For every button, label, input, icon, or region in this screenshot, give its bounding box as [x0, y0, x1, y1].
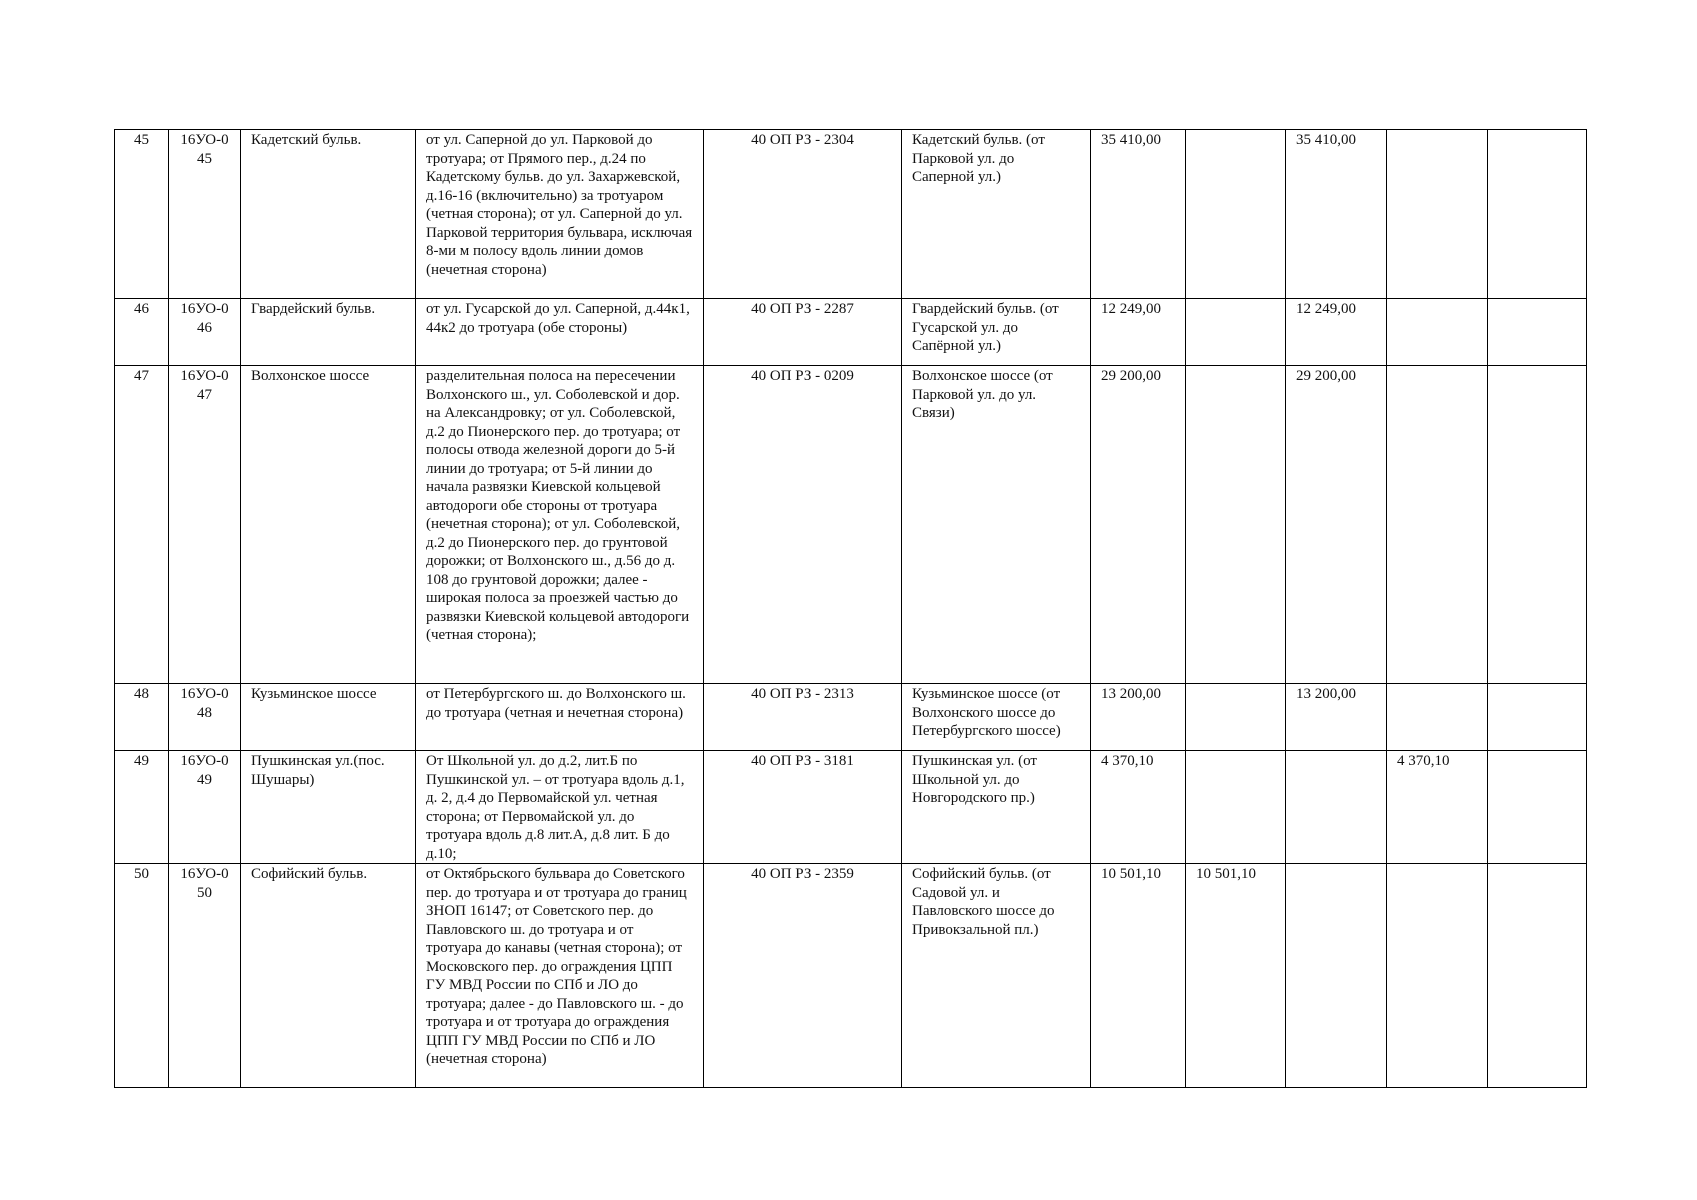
area-category-b: 13 200,00	[1286, 684, 1387, 751]
object-name: Пушкинская ул.(пос. Шушары)	[241, 751, 416, 864]
area-category-b: 12 249,00	[1286, 299, 1387, 366]
object-name: Гвардейский бульв.	[241, 299, 416, 366]
table-row	[115, 684, 1587, 751]
area-category-b	[1286, 864, 1387, 1088]
area-category-b	[1286, 751, 1387, 864]
extra-column	[1488, 864, 1587, 1088]
object-boundaries: от Октябрьского бульвара до Советского пер. до тротуара и от тротуара до границ ЗНОП 16147; от Советского пер. до Павловского ш. до тротуара и от тротуара до канавы (четная сторона); от Московского пер. до ограждения ЦПП ГУ МВД России по СПб и ЛО до тротуара; далее - до Павловского ш. - до тротуара и от тротуара до ограждения ЦПП ГУ МВД России по СПб и ЛО (нечетная сторона)	[416, 864, 704, 1088]
area-category-b: 35 410,00	[1286, 130, 1387, 299]
extra-column	[1488, 684, 1587, 751]
object-name: Софийский бульв.	[241, 864, 416, 1088]
row-number: 45	[115, 130, 169, 299]
area-total: 29 200,00	[1091, 366, 1186, 684]
area-category-a: 10 501,10	[1186, 864, 1286, 1088]
extra-column	[1488, 299, 1587, 366]
road-id: 40 ОП РЗ - 0209	[704, 366, 902, 684]
object-code: 16УО-045	[169, 130, 241, 299]
area-category-b: 29 200,00	[1286, 366, 1387, 684]
object-boundaries: от ул. Саперной до ул. Парковой до тротуара; от Прямого пер., д.24 по Кадетскому бульв. до ул. Захаржевской, д.16-16 (включительно) за тротуаром (четная сторона); от ул. Саперной до ул. Парковой территория бульвара, исключая 8-ми м полосу вдоль линии домов (нечетная сторона)	[416, 130, 704, 299]
area-total: 4 370,10	[1091, 751, 1186, 864]
area-category-c	[1387, 299, 1488, 366]
table-row	[115, 864, 1587, 1088]
area-category-a	[1186, 366, 1286, 684]
object-name: Кадетский бульв.	[241, 130, 416, 299]
extra-column	[1488, 366, 1587, 684]
area-category-a	[1186, 299, 1286, 366]
green-area-register-table	[114, 129, 1587, 1088]
road-id: 40 ОП РЗ - 2313	[704, 684, 902, 751]
area-category-c	[1387, 684, 1488, 751]
area-category-c	[1387, 130, 1488, 299]
row-number: 50	[115, 864, 169, 1088]
area-total: 13 200,00	[1091, 684, 1186, 751]
table-row	[115, 751, 1587, 864]
road-description: Гвардейский бульв. (от Гусарской ул. до Сапёрной ул.)	[902, 299, 1091, 366]
row-number: 46	[115, 299, 169, 366]
area-category-c: 4 370,10	[1387, 751, 1488, 864]
table-row	[115, 366, 1587, 684]
road-id: 40 ОП РЗ - 3181	[704, 751, 902, 864]
area-category-a	[1186, 684, 1286, 751]
object-boundaries: от ул. Гусарской до ул. Саперной, д.44к1, 44к2 до тротуара (обе стороны)	[416, 299, 704, 366]
area-category-a	[1186, 130, 1286, 299]
area-total: 12 249,00	[1091, 299, 1186, 366]
road-description: Софийский бульв. (от Садовой ул. и Павловского шоссе до Привокзальной пл.)	[902, 864, 1091, 1088]
object-boundaries: разделительная полоса на пересечении Волхонского ш., ул. Соболевской и дор. на Александровку; от ул. Соболевской, д.2 до Пионерского пер. до тротуара; от полосы отвода железной дороги до 5-й линии до тротуара; от 5-й линии до начала развязки Киевской кольцевой автодороги обе стороны от тротуара (нечетная сторона); от ул. Соболевской, д.2 до Пионерского пер. до грунтовой дорожки; от Волхонского ш., д.56 до д. 108 до грунтовой дорожки; далее - широкая полоса за проезжей частью до развязки Киевской кольцевой автодороги (четная сторона);	[416, 366, 704, 684]
area-category-c	[1387, 864, 1488, 1088]
object-boundaries: от Петербургского ш. до Волхонского ш. до тротуара (четная и нечетная сторона)	[416, 684, 704, 751]
road-id: 40 ОП РЗ - 2359	[704, 864, 902, 1088]
object-name: Кузьминское шоссе	[241, 684, 416, 751]
table-row	[115, 299, 1587, 366]
area-total: 35 410,00	[1091, 130, 1186, 299]
object-code: 16УО-047	[169, 366, 241, 684]
object-code: 16УО-049	[169, 751, 241, 864]
road-description: Кузьминское шоссе (от Волхонского шоссе до Петербургского шоссе)	[902, 684, 1091, 751]
road-description: Волхонское шоссе (от Парковой ул. до ул. Связи)	[902, 366, 1091, 684]
road-id: 40 ОП РЗ - 2287	[704, 299, 902, 366]
area-total: 10 501,10	[1091, 864, 1186, 1088]
area-category-a	[1186, 751, 1286, 864]
object-code: 16УО-050	[169, 864, 241, 1088]
road-description: Кадетский бульв. (от Парковой ул. до Саперной ул.)	[902, 130, 1091, 299]
road-id: 40 ОП РЗ - 2304	[704, 130, 902, 299]
row-number: 48	[115, 684, 169, 751]
object-code: 16УО-048	[169, 684, 241, 751]
row-number: 49	[115, 751, 169, 864]
extra-column	[1488, 751, 1587, 864]
row-number: 47	[115, 366, 169, 684]
object-name: Волхонское шоссе	[241, 366, 416, 684]
object-boundaries: От Школьной ул. до д.2, лит.Б по Пушкинской ул. – от тротуара вдоль д.1, д. 2, д.4 до Первомайской ул. четная сторона; от Первомайской ул. до тротуара вдоль д.8 лит.А, д.8 лит. Б до д.10;	[416, 751, 704, 864]
road-description: Пушкинская ул. (от Школьной ул. до Новгородского пр.)	[902, 751, 1091, 864]
extra-column	[1488, 130, 1587, 299]
table-row	[115, 130, 1587, 299]
area-category-c	[1387, 366, 1488, 684]
object-code: 16УО-046	[169, 299, 241, 366]
